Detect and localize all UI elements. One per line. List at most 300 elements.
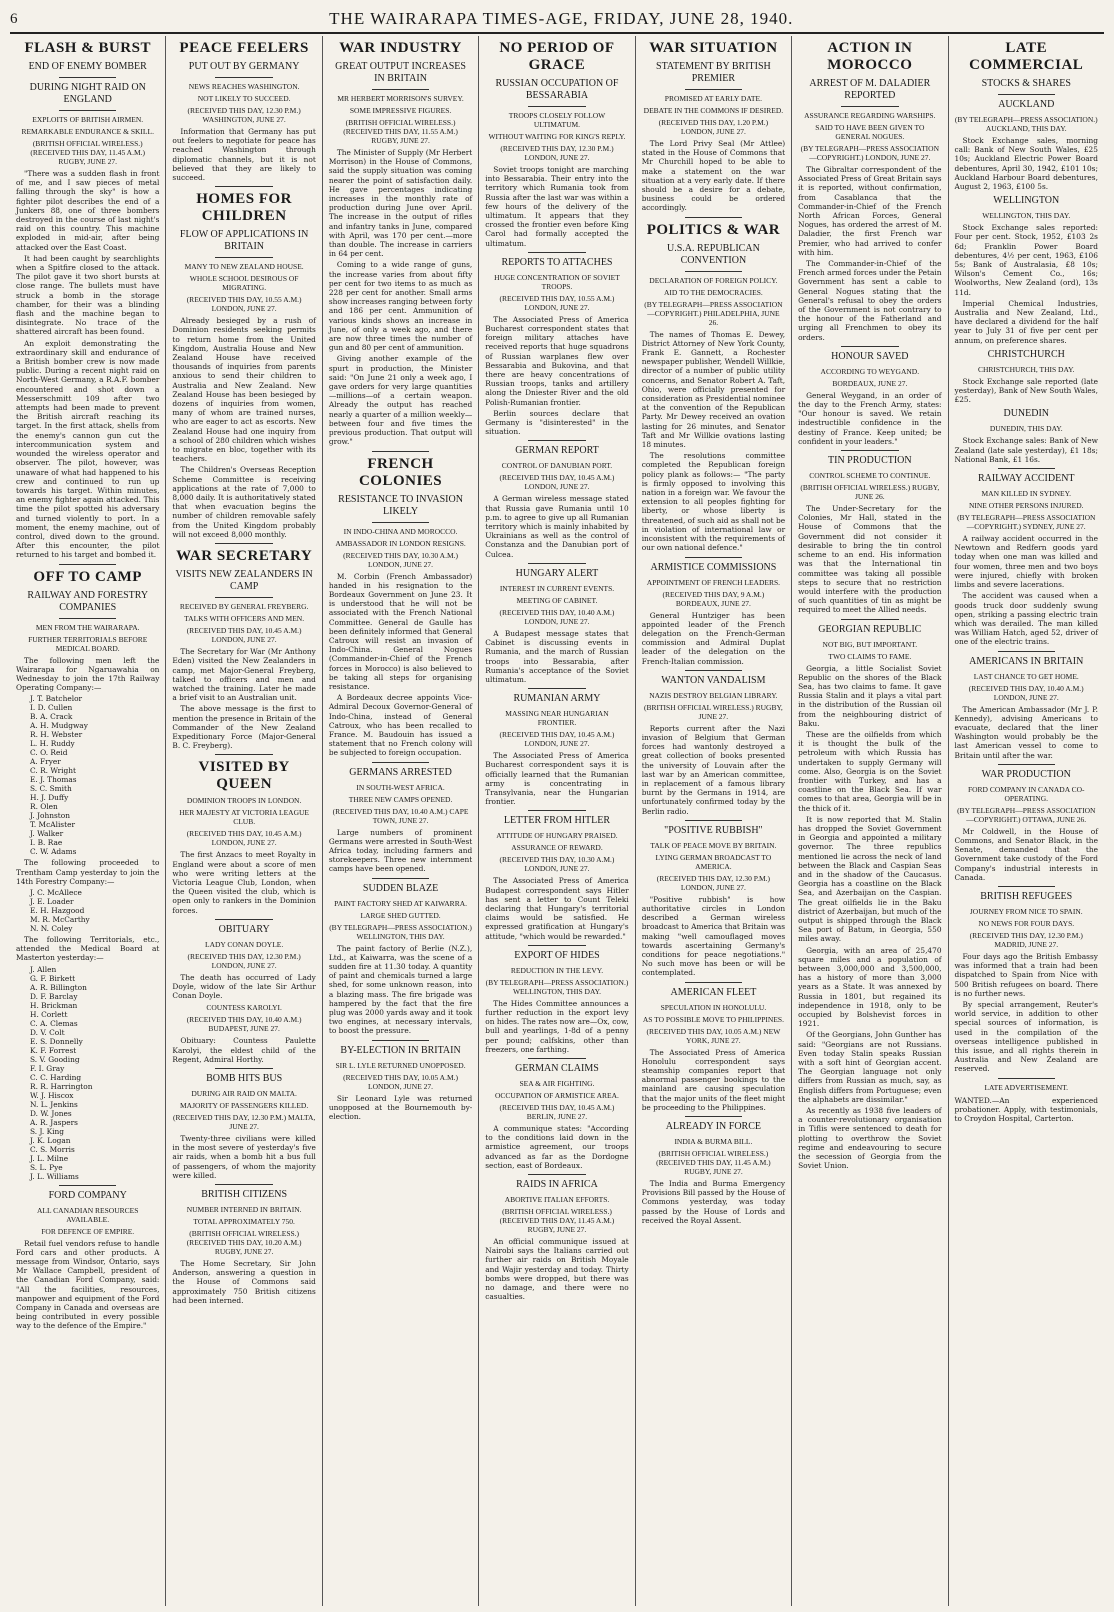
divider — [998, 468, 1055, 469]
article-paragraph: The Associated Press of America Honolulu correspondent says steamship companies report that abnormal passenger bookings to the mainland are causing speculation that the major units of the fleet might be proceeding to the Philippines. — [641, 1047, 786, 1112]
list-item: S. J. King — [30, 1126, 64, 1136]
name-list — [30, 694, 159, 856]
dateline: FOR DEFENCE OF EMPIRE. — [41, 1226, 135, 1236]
dateline: LYING GERMAN BROADCAST TO AMERICA. — [655, 852, 772, 871]
page-number: 6 — [10, 10, 19, 27]
divider — [998, 886, 1055, 887]
dateline: MANY TO NEW ZEALAND HOUSE. — [184, 262, 304, 272]
dateline: (RECEIVED THIS DAY, 10.40 A.M.) BUDAPEST, JUNE 27. — [186, 1015, 302, 1034]
list-item: J. C. McAllece — [30, 887, 82, 897]
subheading: FLOW OF APPLICATIONS IN BRITAIN — [179, 229, 309, 253]
article-paragraph: An official communique issued at Nairobi says the Italians carried out further air raids on British Moyale and Wajir yesterday and today. Thirty bombs were dropped, but there was no damage, and there were no casualties. — [485, 1236, 629, 1302]
article-paragraph: Obituary: Countess Paulette Karolyi, the eldest child of the Regent, Admiral Horthy. — [172, 1036, 316, 1064]
article-paragraph: As recently as 1938 five leaders of a counter-revolutionary organisation in Tiflis were sentenced to death for plotting to overthrow the Soviet regime and endeavouring to secure the secession of Georgia from the Soviet Union. — [798, 1106, 942, 1171]
article-paragraph: The above message is the first to mention the presence in Britain of the Commander of the New Zealand Expeditionary Force (Major-General B. C. Freyberg). — [172, 704, 316, 751]
dateline: (RECEIVED THIS DAY, 10.05 A.M.) LONDON, JUNE 27. — [343, 1072, 458, 1091]
divider — [372, 89, 429, 90]
divider — [998, 651, 1055, 652]
dateline: LATE ADVERTISEMENT. — [984, 1082, 1069, 1092]
divider — [998, 764, 1055, 765]
dateline: AS TO POSSIBLE MOVE TO PHILIPPINES. — [642, 1014, 784, 1024]
article-paragraph: The resolutions committee completed the Republican foreign policy plank as follows:— "The party is firmly opposed to involving this nation in a foreign war. We favour the extension to all peoples fighting for liberty, or whose liberty is threatened, of such aid as shall not be in violation of international law or inconsistent with the requirements of our own national defence." — [641, 451, 786, 553]
headline: NO PERIOD OF GRACE — [499, 40, 615, 73]
dateline: (BRITISH OFFICIAL WIRELESS.) (RECEIVED THIS DAY, 11.45 A.M.) RUGBY, JUNE 27. — [499, 1206, 615, 1234]
subheading: FORD COMPANY — [48, 1189, 127, 1201]
article-paragraph: Information that Germany has put out feelers to negotiate for peace has reached Washington through diplomatic channels, but it is not believed that they are likely to succeed. — [172, 127, 316, 183]
article-paragraph: The Home Secretary, Sir John Anderson, answering a question in the House of Commons said approximately 750 British citizens had been interned. — [172, 1258, 316, 1305]
headline: FRENCH COLONIES — [358, 455, 443, 489]
dateline: TWO CLAIMS TO FAME. — [828, 651, 912, 661]
list-item: J. L. Milne — [30, 1153, 69, 1163]
dateline: JOURNEY FROM NICE TO SPAIN. — [969, 906, 1083, 916]
headline: LATE COMMERCIAL — [969, 40, 1084, 73]
article-paragraph: The names of Thomas E. Dewey, District Attorney of New York County, Frank E. Gannett, a Rochester newspaper publisher, Wendell Willkie, director of a number of public utility concerns, and Senator Robert A. Taft, Ohio, were officially presented for consideration as Presidential nominee at the convention of the Republican Party. Mr Dewey received an ovation lasting for 26 minutes, and Senator Taft and Mr Willkie ovations lasting 18 minutes. — [641, 329, 786, 450]
list-item: C. A. Clemas — [30, 1018, 78, 1028]
subheading: EXPORT OF HIDES — [514, 949, 600, 961]
divider — [528, 106, 585, 107]
subheading: HUNGARY ALERT — [515, 567, 599, 579]
dateline: TOTAL APPROXIMATELY 750. — [193, 1216, 295, 1226]
article-paragraph: The Associated Press of America Bucharest correspondent says it is officially learned that the Rumanian army is concentrating in Transylvania, near the Hungarian frontier. — [485, 751, 629, 807]
article-paragraph: The Minister of Supply (Mr Herbert Morrison) in the House of Commons, said the supply situation was coming nearer the point of satisfaction daily. He gave percentages indicating increases in the monthly rate of production during June over April. The increase in the output of rifles and infantry tanks in June, compared with April, was 170 per cent.—more than double. The increase in carriers in 64 per cent. — [328, 148, 473, 259]
advertisement-text: WANTED.—An experienced probationer. Apply, with testimonials, to Croydon Hospital, Carterton. — [954, 1095, 1098, 1123]
dateline: BORDEAUX, JUNE 27. — [832, 378, 908, 388]
dateline: HER MAJESTY AT VICTORIA LEAGUE CLUB. — [179, 808, 309, 827]
article-paragraph: Stock Exchange sale reported (late yesterday), Bank of New South Wales, £25. — [954, 376, 1098, 405]
subheading: RUMANIAN ARMY — [513, 693, 601, 705]
list-item: R. R. Harrington — [30, 1081, 93, 1091]
subheading: AMERICAN FLEET — [670, 986, 757, 998]
divider — [215, 1068, 272, 1069]
list-item: S. V. Gooding — [30, 1054, 80, 1064]
subheading: PUT OUT BY GERMANY — [188, 61, 300, 72]
list-item: A. R. Jaspers — [30, 1117, 78, 1127]
dateline: SIR L. LYLE RETURNED UNOPPOSED. — [335, 1060, 466, 1070]
divider — [215, 754, 272, 755]
dateline: (BY TELEGRAPH—PRESS ASSOCIATION—COPYRIGHT.) LONDON, JUNE 27. — [800, 144, 939, 162]
headline: FLASH & BURST — [24, 40, 151, 56]
divider — [685, 217, 742, 218]
article-paragraph: The Associated Press of America Bucharest correspondent states that foreign military attaches have received reports that huge squadrons of Russian warplanes flew over Bessarabia and Bukovina, and that there are heavy concentrations of Russian troops, tanks and artillery along the Dniester River and the old Polish-Rumanian frontier. — [485, 314, 629, 407]
article-paragraph: It had been caught by searchlights when a Spitfire closed to the attack. The pilot gave it two short bursts at close range. The bullets must have struck a bomb in the storage chamber, for their was a blinding flash and the machine began to disintegrate. No trace of the shattered aircraft has been found. — [16, 253, 160, 337]
column-1 — [10, 36, 166, 1606]
dateline: NINE OTHER PERSONS INJURED. — [968, 501, 1084, 511]
article-paragraph: General Huntziger has been appointed leader of the French delegation on the French-German commission and Admiral Duplat leader of the delegation on the French-Italian commission. — [641, 610, 786, 666]
article-paragraph: A communique states: "According to the conditions laid down in the armistice agreement, our troops advanced as far as the Dordogne section, east of Bordeaux. — [485, 1123, 629, 1170]
dateline: INDIA & BURMA BILL. — [674, 1137, 753, 1146]
list-item: G. F. Birkett — [30, 973, 76, 983]
subheading: BY-ELECTION IN BRITAIN — [340, 1044, 461, 1056]
dateline: (BY TELEGRAPH—PRESS ASSOCIATION.) WELLINGTON, THIS DAY. — [329, 922, 472, 941]
newspaper-title: THE WAIRARAPA TIMES-AGE, FRIDAY, JUNE 28, 1940. — [329, 9, 794, 28]
divider — [528, 945, 585, 946]
dateline: MAN KILLED IN SYDNEY. — [981, 489, 1071, 499]
subheading: AMERICANS IN BRITAIN — [969, 655, 1084, 667]
article-paragraph: Soviet troops tonight are marching into Bessarabia. Their entry into the territory which Rumania took from Russia after the last war was within a few hours of the delivery of the ultimatum. It appears that they crossed the frontier even before King Carol had formally accepted the ultimatum. — [485, 165, 629, 248]
subheading: BOMB HITS BUS — [206, 1072, 283, 1084]
list-item: C. O. Reid — [30, 748, 68, 758]
dateline: (RECEIVED THIS DAY, 10.55 A.M.) LONDON, JUNE 27. — [499, 293, 615, 312]
dateline: (BRITISH OFFICIAL WIRELESS.) (RECEIVED THIS DAY, 11.45 A.M.) RUGBY, JUNE 27. — [30, 139, 145, 166]
article-paragraph: The following Territorials, etc., attended the Medical Board at Masterton yesterday:— — [16, 934, 160, 963]
dateline: PAINT FACTORY SHED AT KAIWARRA. — [334, 898, 467, 908]
divider — [59, 618, 116, 619]
article-paragraph: The death has occurred of Lady Doyle, widow of the late Sir Arthur Conan Doyle. — [172, 972, 316, 1001]
subheading: REPORTS TO ATTACHES — [501, 256, 613, 268]
divider — [372, 762, 429, 763]
article-paragraph: The Hides Committee announces a further reduction in the export levy on hides. The rates now are—Ox, cow, bull and yearlings, 1-8d of a penny per pound; calfskins, other than freezers, one farthing. — [485, 998, 629, 1054]
dateline: AMBASSADOR IN LONDON RESIGNS. — [335, 538, 466, 548]
dateline: ASSURANCE REGARDING WARSHIPS. — [804, 111, 936, 120]
article-paragraph: Stock Exchange sales, morning call: Bank of New South Wales, £25 10s; Auckland Electric Power Board debentures, April 30, 1942, £101 10s; Auckland Harbour Board debentures, August 2, 1963, £100 5s. — [954, 136, 1098, 192]
dateline: (RECEIVED THIS DAY, 10.40 A.M.) CAPE TOWN, JUNE 27. — [332, 806, 469, 825]
list-item: J. Walker — [30, 829, 64, 839]
article-paragraph: Stock Exchange sales: Bank of New Zealand (late sale yesterday), £1 18s; National Bank, £1 16s. — [954, 436, 1098, 464]
article-paragraph: Georgia, with an area of 25,470 square miles and a population of between 3,000,000 and 3,500,000, has a history of more than 3,000 years as a State. It was annexed by Russia in 1801, but regained its independence in 1918, only to be occupied by Bolshevist forces in 1921. — [798, 945, 942, 1029]
subheading: "POSITIVE RUBBISH" — [664, 824, 763, 836]
article-paragraph: The Under-Secretary for the Colonies, Mr Hall, stated in the House of Commons that the Government did not consider it desirable to bring the tin control scheme to an end. His information was that the International tin committee was taking all possible steps to secure that no restriction would interfere with the production of such quantities of tin as might be required to meet the Allied needs. — [798, 504, 942, 615]
headline: PEACE FEELERS — [179, 40, 309, 56]
article-paragraph: The following proceeded to Trentham Camp yesterday to join the 14th Forestry Company:— — [16, 858, 160, 886]
divider — [685, 1116, 742, 1117]
column-7 — [949, 36, 1104, 1606]
list-item: H. Corlett — [30, 1009, 68, 1019]
dateline: (BY TELEGRAPH—PRESS ASSOCIATION—COPYRIGHT.) OTTAWA, JUNE 26. — [957, 805, 1096, 824]
dateline: CHRISTCHURCH, THIS DAY. — [977, 364, 1075, 374]
list-item: N. L. Jenkins — [30, 1099, 78, 1109]
subheading: GERMANS ARRESTED — [349, 766, 452, 778]
article-paragraph: By special arrangement, Reuter's world service, in addition to other special sources of information, is used in the compilation of the overseas intelligence published in this issue, and all rights therein in Australia and New Zealand are reserved. — [954, 999, 1098, 1074]
article-paragraph: Twenty-three civilians were killed in the most severe of yesterday's five air raids, when a bomb hit a bus full of passengers, of whom the majority were killed. — [172, 1133, 316, 1180]
divider — [685, 670, 742, 671]
dateline: (BY TELEGRAPH—PRESS ASSOCIATION.) WELLINGTON, THIS DAY. — [485, 977, 629, 996]
article-paragraph: A Bordeaux decree appoints Vice-Admiral Decoux Governor-General of Indo-China, instead of General Catroux, who has been recalled to France. M. Baudouin has issued a statement that no French colony will be subjected to foreign occupation. — [328, 693, 473, 758]
dateline: (RECEIVED THIS DAY, 10.40 A.M.) LONDON, JUNE 27. — [968, 683, 1084, 702]
dateline: (RECEIVED THIS DAY, 12.30 P.M.) WASHINGTON, JUNE 27. — [187, 106, 301, 124]
dateline: (RECEIVED THIS DAY, 10.30 A.M.) LONDON, JUNE 27. — [499, 855, 615, 874]
subheading: GEORGIAN REPUBLIC — [818, 623, 922, 635]
dateline: (RECEIVED THIS DAY, 10.45 A.M.) BERLIN, JUNE 27. — [499, 1102, 615, 1121]
dateline: (RECEIVED THIS DAY, 10.30 A.M.) LONDON, JUNE 27. — [343, 550, 458, 569]
article-paragraph: The Associated Press of America Budapest correspondent says Hitler has sent a letter to Count Teleki declaring that Hungary's territorial claims would be satisfied. He expressed gratification at Hungary's attitude, "which would be rewarded." — [485, 876, 629, 941]
dateline: CONTROL OF DANUBIAN PORT. — [501, 461, 613, 471]
article-paragraph: A German wireless message stated that Russia gave Rumania until 10 p.m. to agree to give up all Rumanian territory which is mainly inhabited by Ukrainians as well as the control of Constanza and the Danubian port of Culcea. — [485, 494, 629, 559]
dateline: INTEREST IN CURRENT EVENTS. — [499, 583, 615, 593]
list-item: S. L. Pye — [30, 1162, 63, 1172]
dateline: MASSING NEAR HUNGARIAN FRONTIER. — [505, 709, 609, 728]
article-paragraph: "Positive rubbish" is how authoritative circles in London described a German wireless broadcast to America that Britain was making "well camouflaged moves towards ascertaining Germany's conditions for peace negotiations." No such move has been or will be contemplated. — [641, 894, 786, 978]
article-paragraph: The Gibraltar correspondent of the Associated Press of Great Britain says it is reported, without confirmation, from Casablanca that the Commander-in-Chief of the French North African Forces, General Nogues, has ordered the arrest of M. Daladier, the first French war Premier, who had arrived to confer with him. — [798, 165, 942, 257]
subheading: SUDDEN BLAZE — [362, 882, 439, 894]
article-paragraph: Stock Exchange sales reported: Four per cent. Stock, 1952, £103 2s 6d; Franklin Power Board debentures, 4½ per cent, 1963, £106 5s; Bank of Australasia, £8 10s; Wilson's Cement Co., 16s; Woolworths, New Zealand (ord), 13s 11d. — [954, 223, 1098, 297]
list-item: L. H. Ruddy — [30, 739, 75, 749]
list-item: B. A. Crack — [30, 712, 73, 722]
list-item: A. Fryer — [30, 757, 61, 767]
dateline: (RECEIVED THIS DAY, 10.05 A.M.) NEW YORK, JUNE 27. — [646, 1026, 781, 1045]
dateline: NOT BIG, BUT IMPORTANT. — [822, 639, 918, 649]
dateline: (RECEIVED THIS DAY, 12.30 P.M.) LONDON, JUNE 27. — [656, 873, 770, 892]
list-item: C. R. Wright — [30, 766, 76, 776]
article-paragraph: A Budapest message states that Cabinet is discussing events in Rumania, and the march of Russian troops into Bessarabia, after Rumania's acceptance of the Soviet ultimatum. — [485, 628, 629, 684]
divider — [59, 77, 116, 78]
article-paragraph: The Children's Overseas Reception Scheme Committee is receiving applications at the rate of 7,000 to 8,000 daily. It is authoritatively stated that when evacuation begins the number of children removable safely from the United Kingdom probably will not exceed 8,000 monthly. — [172, 465, 316, 539]
divider — [685, 557, 742, 558]
list-item: C. S. Morris — [30, 1144, 75, 1154]
list-item: J. K. Logan — [30, 1135, 71, 1145]
article-paragraph: The Commander-in-Chief of the French armed forces under the Petain Government has sent a cable to General Nogues stating that the General's refusal to obey the orders of the Government is not contrary to the honour of the Fatherland and urging all Frenchmen to obey its orders. — [798, 259, 942, 342]
divider — [215, 77, 272, 78]
dateline: NUMBER INTERNED IN BRITAIN. — [186, 1204, 302, 1214]
subheading: GERMAN REPORT — [515, 445, 599, 457]
dateline: (BY TELEGRAPH—PRESS ASSOCIATION—COPYRIGHT.) PHILADELPHIA, JUNE 26. — [644, 299, 783, 327]
list-item: S. C. Smith — [30, 784, 72, 794]
dateline: (RECEIVED THIS DAY, 10.45 A.M.) LONDON, JUNE 27. — [499, 473, 615, 492]
divider — [215, 1184, 272, 1185]
dateline: MR HERBERT MORRISON'S SURVEY. — [337, 94, 464, 103]
dateline: WITHOUT WAITING FOR KING'S REPLY. — [488, 132, 626, 141]
list-item: N. N. Coley — [30, 923, 73, 933]
dateline: COUNTESS KAROLYI. — [206, 1003, 282, 1013]
subheading: U.S.A. REPUBLICAN CONVENTION — [667, 242, 760, 266]
subheading: RUSSIAN OCCUPATION OF BESSARABIA — [495, 78, 619, 101]
subheading: DURING NIGHT RAID ON ENGLAND — [29, 82, 146, 105]
divider — [998, 94, 1055, 95]
subheading: STATEMENT BY BRITISH PREMIER — [656, 61, 771, 84]
subheading: ARMISTICE COMMISSIONS — [650, 561, 777, 573]
dateline: MEN FROM THE WAIRARAPA. — [35, 622, 140, 632]
article-paragraph: These are the oilfields from which it is thought the bulk of the petroleum with which Russia has undertaken to supply Germany will come. Also, Georgia is on the Soviet frontier with Turkey, and has a coastline on the Black Sea. If war comes to that area, Georgia will be in the thick of it. — [798, 729, 942, 813]
name-list — [30, 965, 159, 1181]
dateline: WHOLE SCHOOL DESIROUS OF MIGRATING. — [189, 274, 299, 293]
column-6 — [792, 36, 948, 1606]
divider — [528, 440, 585, 441]
dateline: (RECEIVED THIS DAY, 10.55 A.M.) LONDON, JUNE 27. — [186, 295, 302, 314]
divider — [372, 522, 429, 523]
subheading: WANTON VANDALISM — [661, 674, 766, 686]
list-item: E. J. Thomas — [30, 775, 77, 785]
headline: WAR SECRETARY — [176, 548, 313, 565]
subheading: ARREST OF M. DALADIER REPORTED — [809, 78, 931, 101]
headline: ACTION IN MOROCCO — [827, 40, 913, 73]
dateline: NEWS REACHES WASHINGTON. — [188, 82, 300, 91]
dateline: MEETING OF CABINET. — [516, 595, 598, 605]
dateline: (BY TELEGRAPH—PRESS ASSOCIATION.) AUCKLAND, THIS DAY. — [954, 115, 1098, 133]
article-paragraph: Sir Leonard Lyle was returned unopposed at the Bournemouth by-election. — [328, 1093, 473, 1122]
divider — [841, 450, 898, 451]
masthead — [10, 6, 1104, 34]
dateline: OCCUPATION OF ARMISTICE AREA. — [495, 1090, 619, 1100]
article-paragraph: Reports current after the Nazi invasion of Belgium that German forces had wantonly destroyed a great collection of books presented the university of Louvain after the last war by an American committee, in replacement of a famous library burnt by the Germans in 1914, are unfortunately confirmed today by the Berlin radio. — [641, 723, 786, 816]
dateline: (RECEIVED THIS DAY, 10.40 A.M.) LONDON, JUNE 27. — [499, 607, 615, 626]
article-paragraph: Already besieged by a rush of Dominion residents seeking permits to return home from the United Kingdom, Australia House and New Zealand House have received thousands of inquiries from parents anxious to send their children to Australia and New Zealand. New Zealand House has been besieged by dozens of inquiries from women, many of whom are trained nurses, who are eager to act as escorts. New Zealand House had one inquiry from a school of 280 children which wishes to migrate en bloc, together with its teachers. — [172, 316, 316, 464]
subheading: WAR PRODUCTION — [981, 768, 1071, 780]
article-paragraph: The first Anzacs to meet Royalty in England were about a score of men who were writing letters at the Victoria League Club, London, when the Queen visited the club, which is open only to rankers in the Dominion forces. — [172, 850, 316, 915]
dateline: RECEIVED BY GENERAL FREYBERG. — [179, 602, 309, 612]
article-paragraph: The following men left the Wairarapa for Ngaruawahia on Wednesday to join the 17th Railway Operating Company:— — [16, 655, 160, 693]
dateline: LAST CHANCE TO GET HOME. — [973, 671, 1079, 681]
divider — [685, 982, 742, 983]
dateline: NAZIS DESTROY BELGIAN LIBRARY. — [649, 690, 778, 700]
article-paragraph: Coming to a wide range of guns, the increase varies from about fifty per cent for two items to as much as 228 per cent for another. Small arms show increases ranging between forty and 186 per cent. Ammunition of various kinds shows an increase in June, of only a week ago, and there are now three times the number of gun and 80 per cent of ammunition. — [328, 260, 473, 353]
headline: WAR INDUSTRY — [339, 40, 462, 56]
dateline: TALKS WITH OFFICERS AND MEN. — [184, 614, 305, 624]
article-paragraph: It is now reported that M. Stalin has dropped the Soviet Government in Georgia and appointed a military governor. The three republics mentioned lie across the neck of land between the Black and Caspian Seas and in the shadow of the Caucasus. Georgia has a coastline on the Black Sea, and Azerbaijan on the Caspian. The great oilfields lie in the Baku district of Azerbaijan, but much of the output is shipped through the Black Sea port of Batum, in Georgia, 550 miles away. — [798, 814, 942, 944]
subheading: END OF ENEMY BOMBER — [28, 61, 147, 72]
column-5 — [636, 36, 792, 1606]
article-paragraph: Retail fuel vendors refuse to handle Ford cars and other products. A message from Windsor, Ontario, says Mr Wallace Campbell, president of the Canadian Ford Company, said: "All the facilities, resources, manpower and equipment of the Ford Company in Canada and overseas are being contributed in every possible way to the defence of the Empire." — [16, 1238, 160, 1331]
dateline: FORD COMPANY IN CANADA CO-OPERATING. — [967, 784, 1085, 803]
subheading: OBITUARY — [218, 923, 270, 935]
dateline: (BRITISH OFFICIAL WIRELESS.) RUGBY, JUNE 27. — [643, 702, 783, 721]
dateline: (BRITISH OFFICIAL WIRELESS.) (RECEIVED THIS DAY, 10.20 A.M.) RUGBY, JUNE 27. — [186, 1228, 302, 1256]
article-paragraph: The India and Burma Emergency Provisions Bill passed by the House of Commons yesterday, was today passed by the House of Lords and received the Royal Assent. — [641, 1179, 786, 1225]
column-2 — [166, 36, 322, 1606]
list-item: J. L. Williams — [30, 1171, 79, 1181]
dateline: HUGE CONCENTRATION OF SOVIET TROOPS. — [494, 272, 620, 291]
dateline: CONTROL SCHEME TO CONTINUE. — [809, 471, 931, 481]
dateline: ASSURANCE OF REWARD. — [511, 843, 603, 853]
divider — [59, 1185, 116, 1186]
dateline: SEA & AIR FIGHTING. — [519, 1078, 595, 1088]
article-paragraph: M. Corbin (French Ambassador) handed in his resignation to the Bordeaux Government on June 23. It is understood that he will not be associated with the French National Committee. General de Gaulle has been definitely informed that General Catroux will resist an invasion of Indo-China. General Nogues (Commander-in-Chief of the French forces in Morocco) is also believed to be taking all steps for organising resistance. — [328, 571, 473, 691]
subheading: STOCKS & SHARES — [981, 78, 1071, 89]
divider — [528, 563, 585, 564]
article-paragraph: Of the Georgians, John Gunther has said: "Georgians are not Russians. Even today Stalin speaks Russian with a soft hint of Georgian accent. The Georgian language not only differs from Russian as much, say, as English differs from Portuguese; even the alphabets are dissimilar." — [798, 1030, 942, 1104]
article-paragraph: The paint factory of Berlie (N.Z.), Ltd., at Kaiwarra, was the scene of a sudden fire at 11.30 today. A quantity of paint and chemicals turned a large shed, for some unknown reason, into a blazing mass. The fire brigade was hampered by the fact that the fire plug was 2000 yards away and it took two engines, at necessary intervals, to boost the pressure. — [328, 943, 473, 1036]
divider — [59, 564, 116, 565]
article-paragraph: The Lord Privy Seal (Mr Attlee) stated in the House of Commons that Mr Churchill hoped to be able to make a statement on the war situation at a very early date. If there should be a desire for a debate, business could be ordered accordingly. — [641, 139, 786, 213]
dateline: EXPLOITS OF BRITISH AIRMEN. — [32, 115, 144, 124]
subheading: VISITS NEW ZEALANDERS IN CAMP — [175, 569, 313, 593]
dateline: (RECEIVED THIS DAY, 12.30 P.M.) MALTA, JUNE 27. — [172, 1112, 316, 1131]
list-item: E. H. Hazgood — [30, 905, 85, 915]
subheading: ALREADY IN FORCE — [665, 1121, 761, 1132]
list-item: A. H. Mudgway — [30, 721, 88, 731]
subheading: BRITISH REFUGEES — [980, 890, 1073, 902]
dateline: TROOPS CLOSELY FOLLOW ULTIMATUM. — [508, 111, 606, 129]
subheading: AUCKLAND — [998, 99, 1055, 110]
divider — [59, 110, 116, 111]
divider — [841, 619, 898, 620]
article-paragraph: A railway accident occurred in the Newtown and Redfern goods yard today when one man was killed and four women, three men and two boys were injured, chiefly with broken limbs and severe lacerations. — [954, 534, 1098, 590]
subheading: GREAT OUTPUT INCREASES IN BRITAIN — [335, 61, 466, 84]
dateline: SPECULATION IN HONOLULU. — [660, 1002, 767, 1012]
article-paragraph: Four days ago the British Embassy was informed that a train had been dispatched to Spain from Nice with 500 British refugees on board. There is no further news. — [954, 951, 1098, 998]
subheading: DUNEDIN — [1003, 408, 1050, 420]
divider — [372, 451, 429, 452]
subheading: HONOUR SAVED — [831, 350, 909, 362]
article-paragraph: Large numbers of prominent Germans were arrested in South-West Africa today, including farmers and storekeepers. Three new internment camps have been opened. — [328, 827, 473, 874]
subheading: WELLINGTON — [993, 195, 1060, 207]
dateline: AID TO THE DEMOCRACIES. — [664, 287, 763, 297]
subheading: GERMAN CLAIMS — [515, 1062, 599, 1074]
dateline: LADY CONAN DOYLE. — [205, 939, 284, 949]
dateline: WELLINGTON, THIS DAY. — [982, 211, 1071, 221]
divider — [685, 820, 742, 821]
divider — [215, 919, 272, 920]
dateline: REDUCTION IN THE LEVY. — [510, 965, 604, 975]
dateline: NO NEWS FOR FOUR DAYS. — [978, 918, 1075, 928]
divider — [841, 106, 898, 107]
dateline: (RECEIVED THIS DAY, 10.45 A.M.) LONDON, JUNE 27. — [186, 829, 302, 848]
headline: POLITICS & WAR — [646, 221, 781, 238]
dateline: (BRITISH OFFICIAL WIRELESS.) RUGBY, JUNE 26. — [800, 483, 940, 502]
dateline: TALK OF PEACE MOVE BY BRITAIN. — [650, 840, 777, 850]
divider — [215, 186, 272, 187]
dateline: APPOINTMENT OF FRENCH LEADERS. — [646, 577, 780, 587]
list-item: D. F. Barclay — [30, 991, 78, 1001]
list-item: H. J. Duffy — [30, 793, 69, 803]
divider — [841, 346, 898, 347]
list-item: R. H. Webster — [30, 730, 83, 740]
list-item: K. F. Forrest — [30, 1045, 77, 1055]
subheading: RAILWAY ACCIDENT — [977, 473, 1075, 485]
article-paragraph: Berlin sources declare that Germany is "disinterested" in the situation. — [485, 408, 629, 437]
list-item: I. B. Rae — [30, 838, 63, 848]
column-3 — [323, 36, 479, 1606]
article-paragraph: "There was a sudden flash in front of me, and I saw pieces of metal falling through the sky" is how a fighter pilot describes the end of a Junkers 88, one of three bombers destroyed in the course of last night's raid on this country. This machine exploded in mid-air, after being attacked over the East Coast. — [16, 169, 160, 252]
article-paragraph: Giving another example of the spurt in production, the Minister said: "On June 21 only a week ago, I gave orders for very large quantities—millions—of a certain weapon. Already the output has reached nearly a quarter of a million weekly—between four and five times the previous production. That output will grow." — [328, 354, 473, 447]
dateline: (RECEIVED THIS DAY, 10.45 A.M.) LONDON, JUNE 27. — [499, 730, 615, 749]
dateline: THREE NEW CAMPS OPENED. — [348, 794, 453, 804]
dateline: ABORTIVE ITALIAN EFFORTS. — [504, 1194, 610, 1204]
dateline: DEBATE IN THE COMMONS IF DESIRED. — [643, 106, 784, 115]
list-item: C. C. Harding — [30, 1072, 82, 1082]
article-paragraph: The American Ambassador (Mr J. P. Kennedy), advising Americans to evacuate, declared that the liner Washington would probably be the last American vessel to come to Britain until after the war. — [954, 704, 1098, 760]
headline: VISITED BY QUEEN — [198, 759, 290, 793]
dateline: MAJORITY OF PASSENGERS KILLED. — [180, 1100, 309, 1110]
divider — [685, 89, 742, 90]
list-item: T. McAlister — [30, 820, 75, 830]
divider — [372, 878, 429, 879]
divider — [528, 810, 585, 811]
dateline: PROMISED AT EARLY DATE. — [664, 94, 762, 103]
dateline: (BY TELEGRAPH—PRESS ASSOCIATION—COPYRIGHT.) SYDNEY, JUNE 27. — [957, 513, 1096, 532]
subheading: RAIDS IN AFRICA — [516, 1178, 598, 1190]
article-paragraph: The accident was caused when a goods truck door suddenly swung open, striking a passing electric train which was derailed. The man killed was William Hatch, aged 52, driver of one of the electric trains. — [954, 591, 1098, 647]
dateline: DOMINION TROOPS IN LONDON. — [186, 796, 302, 806]
dateline: (RECEIVED THIS DAY, 1.20 P.M.) LONDON, JUNE 27. — [658, 118, 769, 136]
dateline: ATTITUDE OF HUNGARY PRAISED. — [496, 831, 618, 841]
headline: HOMES FOR CHILDREN — [196, 191, 293, 225]
dateline: (RECEIVED THIS DAY, 12.30 P.M.) LONDON, JUNE 27. — [500, 144, 614, 162]
dateline: (RECEIVED THIS DAY, 12.30 P.M.) LONDON, JUNE 27. — [187, 951, 301, 970]
list-item: J. E. Loader — [30, 896, 74, 906]
list-item: I. D. Cullen — [30, 703, 73, 713]
list-item: C. W. Adams — [30, 847, 77, 857]
list-item: J. Johnston — [30, 811, 70, 821]
dateline: IN INDO-CHINA AND MOROCCO. — [343, 526, 458, 536]
divider — [215, 257, 272, 258]
subheading: RAILWAY AND FORESTRY COMPANIES — [27, 589, 149, 613]
article-paragraph: The Secretary for War (Mr Anthony Eden) visited the New Zealanders in camp, met Major-General Freyberg, talked to officers and men and watched the training. Later he made a brief visit to an Australian unit. — [172, 647, 316, 703]
list-item: W. J. Hiscox — [30, 1090, 74, 1100]
column-4 — [479, 36, 635, 1606]
article-paragraph: General Weygand, in an order of the day to the French Army, states: "Our honour is saved. We retain indestructible confidence in the destiny of France. Keep united; be confident in your leaders." — [798, 390, 942, 446]
divider — [215, 597, 272, 598]
list-item: D. W. Jones — [30, 1108, 72, 1118]
newspaper-columns — [10, 36, 1104, 1606]
dateline: DUNEDIN, THIS DAY. — [989, 424, 1063, 434]
dateline: DURING AIR RAID ON MALTA. — [191, 1088, 297, 1098]
divider — [528, 1174, 585, 1175]
divider — [685, 271, 742, 272]
dateline: (RECEIVED THIS DAY, 9 A.M.) BORDEAUX, JUNE 27. — [662, 589, 765, 608]
list-item: D. V. Colt — [30, 1027, 65, 1037]
dateline: IN SOUTH-WEST AFRICA. — [356, 782, 445, 792]
dateline: FURTHER TERRITORIALS BEFORE MEDICAL BOARD. — [28, 634, 148, 653]
list-item: J. T. Batchelor — [30, 694, 83, 704]
